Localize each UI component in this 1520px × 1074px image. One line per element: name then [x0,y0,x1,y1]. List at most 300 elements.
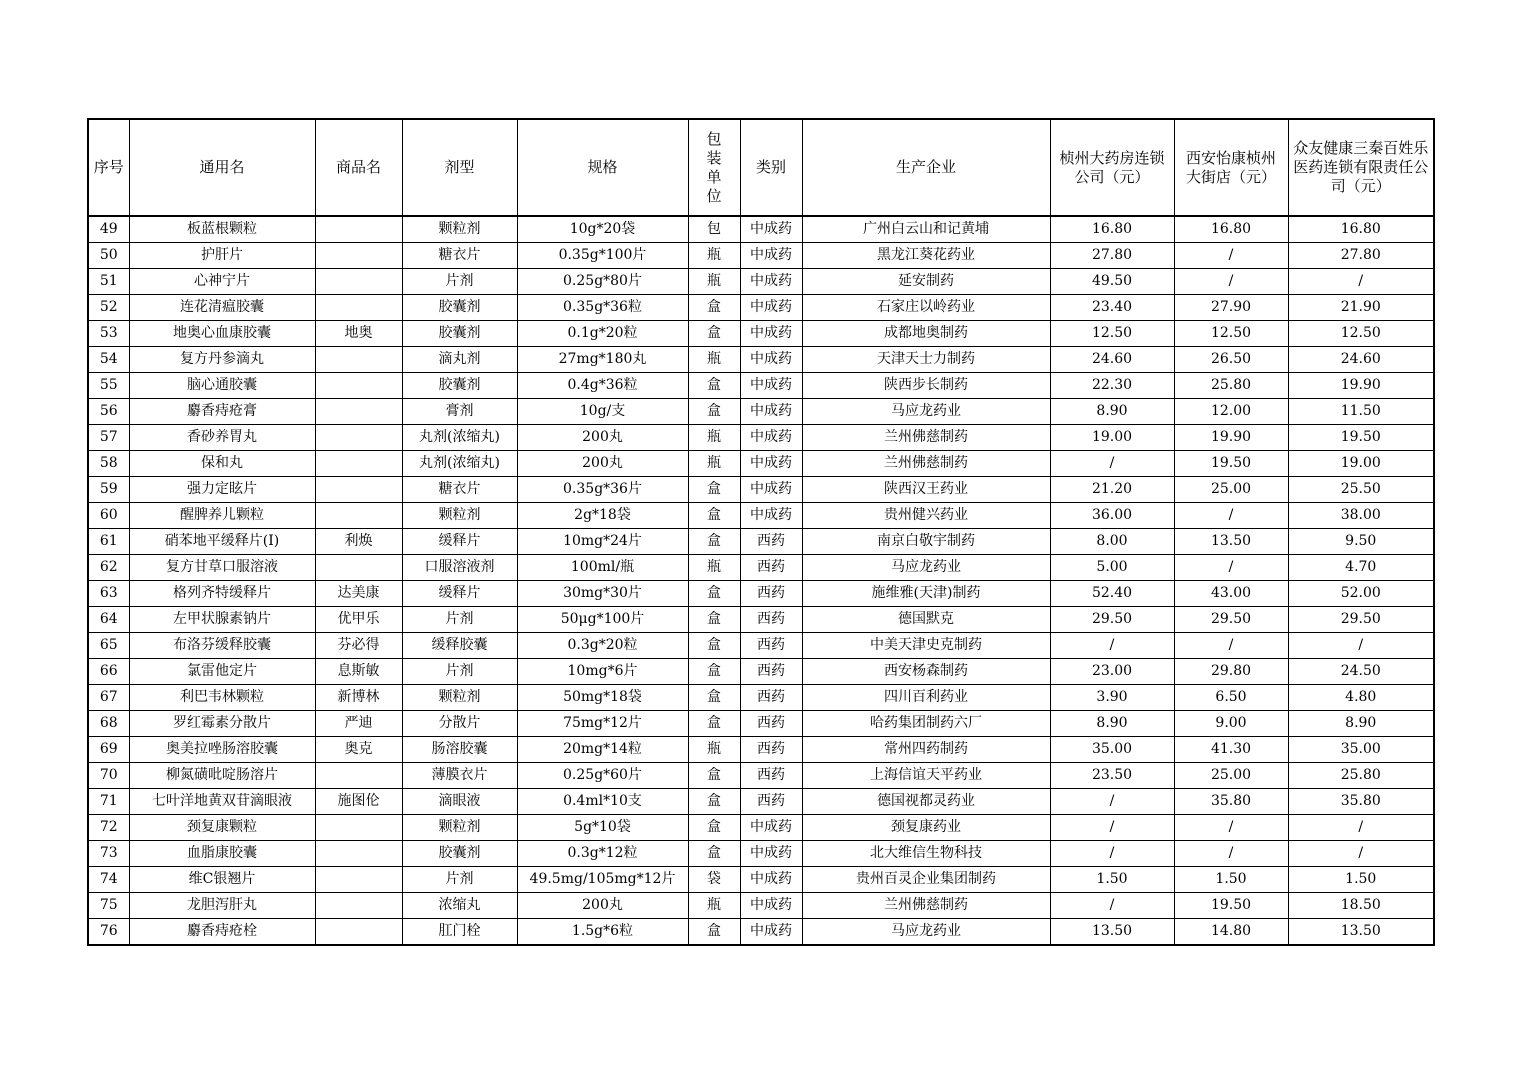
col-header-dosage-form [402,119,517,216]
cell-price-store-1: / [1050,841,1174,867]
cell-category: 中成药 [740,425,802,451]
cell-brand-name [315,216,402,243]
cell-price-store-1: 49.50 [1050,269,1174,295]
cell-generic-name: 强力定眩片 [129,477,315,503]
col-header-dosage-form-label: 剂型 [444,158,475,176]
cell-dosage-form: 片剂 [402,867,517,893]
cell-dosage-form: 缓释片 [402,529,517,555]
cell-index: 67 [88,685,129,711]
cell-index: 61 [88,529,129,555]
cell-category: 中成药 [740,216,802,243]
col-header-price-store-3 [1288,119,1434,216]
cell-price-store-2: 19.50 [1174,893,1288,919]
cell-brand-name [315,841,402,867]
cell-package-unit: 盒 [688,919,740,946]
cell-category: 西药 [740,581,802,607]
cell-price-store-3: 21.90 [1288,295,1434,321]
cell-category: 中成药 [740,269,802,295]
cell-package-unit: 包 [688,216,740,243]
table-row [88,685,1434,711]
cell-price-store-3: 4.80 [1288,685,1434,711]
cell-generic-name: 连花清瘟胶囊 [129,295,315,321]
cell-price-store-1: 21.20 [1050,477,1174,503]
table-row [88,529,1434,555]
cell-price-store-2: / [1174,841,1288,867]
cell-generic-name: 复方甘草口服溶液 [129,555,315,581]
cell-price-store-2: 12.50 [1174,321,1288,347]
cell-category: 西药 [740,763,802,789]
cell-brand-name [315,477,402,503]
cell-specification: 0.1g*20粒 [517,321,688,347]
cell-dosage-form: 胶囊剂 [402,841,517,867]
cell-price-store-3: 11.50 [1288,399,1434,425]
cell-dosage-form: 肛门栓 [402,919,517,946]
cell-price-store-3: 19.00 [1288,451,1434,477]
cell-brand-name [315,867,402,893]
cell-price-store-3: / [1288,633,1434,659]
col-header-price-store-2 [1174,119,1288,216]
table-row [88,919,1434,946]
cell-price-store-1: 22.30 [1050,373,1174,399]
col-header-price-store-1 [1050,119,1174,216]
cell-generic-name: 利巴韦林颗粒 [129,685,315,711]
cell-specification: 20mg*14粒 [517,737,688,763]
cell-package-unit: 瓶 [688,893,740,919]
cell-category: 西药 [740,685,802,711]
table-row [88,399,1434,425]
cell-index: 54 [88,347,129,373]
cell-price-store-1: 16.80 [1050,216,1174,243]
col-header-brand-name-label: 商品名 [335,158,381,176]
cell-dosage-form: 口服溶液剂 [402,555,517,581]
cell-manufacturer: 南京白敬宇制药 [802,529,1050,555]
cell-price-store-1: 23.50 [1050,763,1174,789]
table-row [88,373,1434,399]
cell-dosage-form: 滴丸剂 [402,347,517,373]
cell-dosage-form: 胶囊剂 [402,321,517,347]
cell-price-store-3: 35.00 [1288,737,1434,763]
cell-dosage-form: 缓释胶囊 [402,633,517,659]
cell-index: 63 [88,581,129,607]
cell-generic-name: 左甲状腺素钠片 [129,607,315,633]
cell-specification: 5g*10袋 [517,815,688,841]
col-header-package-unit-label: 包装单位 [706,129,722,205]
col-header-specification-label: 规格 [587,158,618,176]
cell-category: 西药 [740,607,802,633]
cell-category: 中成药 [740,373,802,399]
cell-category: 西药 [740,659,802,685]
cell-category: 西药 [740,633,802,659]
cell-price-store-3: 1.50 [1288,867,1434,893]
cell-dosage-form: 胶囊剂 [402,295,517,321]
cell-manufacturer: 西安杨森制药 [802,659,1050,685]
cell-package-unit: 瓶 [688,451,740,477]
cell-price-store-1: 8.90 [1050,399,1174,425]
cell-generic-name: 醒脾养儿颗粒 [129,503,315,529]
col-header-brand-name [315,119,402,216]
cell-generic-name: 格列齐特缓释片 [129,581,315,607]
cell-dosage-form: 胶囊剂 [402,373,517,399]
cell-price-store-2: 6.50 [1174,685,1288,711]
cell-category: 中成药 [740,399,802,425]
cell-specification: 100ml/瓶 [517,555,688,581]
cell-package-unit: 盒 [688,321,740,347]
cell-brand-name: 达美康 [315,581,402,607]
cell-price-store-3: 27.80 [1288,243,1434,269]
cell-generic-name: 颈复康颗粒 [129,815,315,841]
cell-price-store-2: 26.50 [1174,347,1288,373]
cell-price-store-2: / [1174,269,1288,295]
cell-price-store-1: / [1050,633,1174,659]
cell-package-unit: 袋 [688,867,740,893]
cell-specification: 0.4g*36粒 [517,373,688,399]
cell-brand-name: 严迪 [315,711,402,737]
cell-package-unit: 盒 [688,529,740,555]
cell-brand-name [315,269,402,295]
cell-price-store-3: 18.50 [1288,893,1434,919]
cell-package-unit: 瓶 [688,347,740,373]
cell-price-store-2: 14.80 [1174,919,1288,946]
cell-price-store-1: 29.50 [1050,607,1174,633]
cell-generic-name: 硝苯地平缓释片(Ⅰ) [129,529,315,555]
cell-generic-name: 麝香痔疮栓 [129,919,315,946]
cell-price-store-3: / [1288,841,1434,867]
cell-brand-name [315,399,402,425]
col-header-price-store-2-label: 西安怡康桢州大街店（元） [1185,148,1276,186]
cell-index: 49 [88,216,129,243]
cell-dosage-form: 颗粒剂 [402,815,517,841]
cell-package-unit: 盒 [688,685,740,711]
cell-specification: 10mg*6片 [517,659,688,685]
cell-specification: 0.35g*100片 [517,243,688,269]
cell-category: 中成药 [740,321,802,347]
cell-specification: 0.35g*36片 [517,477,688,503]
cell-generic-name: 香砂养胃丸 [129,425,315,451]
table-row [88,789,1434,815]
cell-price-store-1: 27.80 [1050,243,1174,269]
table-row [88,815,1434,841]
cell-package-unit: 盒 [688,763,740,789]
cell-generic-name: 奥美拉唑肠溶胶囊 [129,737,315,763]
cell-manufacturer: 颈复康药业 [802,815,1050,841]
cell-generic-name: 脑心通胶囊 [129,373,315,399]
cell-specification: 0.4ml*10支 [517,789,688,815]
cell-index: 50 [88,243,129,269]
cell-category: 中成药 [740,451,802,477]
cell-dosage-form: 滴眼液 [402,789,517,815]
cell-dosage-form: 肠溶胶囊 [402,737,517,763]
cell-category: 中成药 [740,243,802,269]
cell-specification: 200丸 [517,893,688,919]
cell-brand-name: 芬必得 [315,633,402,659]
cell-dosage-form: 糖衣片 [402,477,517,503]
cell-index: 75 [88,893,129,919]
cell-dosage-form: 颗粒剂 [402,685,517,711]
cell-category: 中成药 [740,815,802,841]
cell-generic-name: 地奥心血康胶囊 [129,321,315,347]
col-header-generic-name-label: 通用名 [199,158,245,176]
cell-manufacturer: 延安制药 [802,269,1050,295]
cell-price-store-2: 1.50 [1174,867,1288,893]
cell-price-store-2: / [1174,503,1288,529]
cell-price-store-2: / [1174,243,1288,269]
cell-price-store-1: / [1050,893,1174,919]
cell-dosage-form: 片剂 [402,607,517,633]
cell-price-store-1: 23.00 [1050,659,1174,685]
cell-index: 74 [88,867,129,893]
cell-price-store-3: 16.80 [1288,216,1434,243]
cell-index: 66 [88,659,129,685]
cell-brand-name [315,919,402,946]
cell-price-store-3: 13.50 [1288,919,1434,946]
cell-price-store-1: / [1050,815,1174,841]
cell-generic-name: 柳氮磺吡啶肠溶片 [129,763,315,789]
cell-package-unit: 盒 [688,503,740,529]
table-row [88,711,1434,737]
cell-package-unit: 盒 [688,633,740,659]
cell-price-store-3: 19.50 [1288,425,1434,451]
table-row [88,216,1434,243]
cell-brand-name: 施图伦 [315,789,402,815]
cell-price-store-2: / [1174,633,1288,659]
cell-price-store-1: 8.90 [1050,711,1174,737]
cell-manufacturer: 兰州佛慈制药 [802,451,1050,477]
cell-price-store-2: 19.90 [1174,425,1288,451]
cell-price-store-2: / [1174,555,1288,581]
cell-manufacturer: 陕西步长制药 [802,373,1050,399]
cell-brand-name [315,815,402,841]
table-row [88,555,1434,581]
cell-brand-name [315,555,402,581]
cell-price-store-2: 25.00 [1174,763,1288,789]
cell-manufacturer: 兰州佛慈制药 [802,425,1050,451]
table-row [88,321,1434,347]
cell-brand-name [315,347,402,373]
cell-dosage-form: 分散片 [402,711,517,737]
cell-price-store-3: 25.50 [1288,477,1434,503]
cell-price-store-2: 29.50 [1174,607,1288,633]
cell-price-store-1: 24.60 [1050,347,1174,373]
cell-price-store-1: 35.00 [1050,737,1174,763]
cell-specification: 0.25g*60片 [517,763,688,789]
cell-generic-name: 血脂康胶囊 [129,841,315,867]
cell-price-store-2: 13.50 [1174,529,1288,555]
cell-specification: 10g*20袋 [517,216,688,243]
cell-price-store-1: 3.90 [1050,685,1174,711]
cell-specification: 200丸 [517,425,688,451]
cell-category: 中成药 [740,295,802,321]
cell-generic-name: 氯雷他定片 [129,659,315,685]
col-header-price-store-3-label: 众友健康三秦百姓乐医药连锁有限责任公司（元） [1293,139,1429,195]
drug-price-table [87,118,1435,946]
cell-manufacturer: 贵州百灵企业集团制药 [802,867,1050,893]
cell-package-unit: 盒 [688,295,740,321]
cell-price-store-2: 41.30 [1174,737,1288,763]
table-row [88,581,1434,607]
cell-index: 72 [88,815,129,841]
cell-manufacturer: 中美天津史克制药 [802,633,1050,659]
cell-index: 62 [88,555,129,581]
cell-price-store-1: 1.50 [1050,867,1174,893]
cell-specification: 10g/支 [517,399,688,425]
cell-price-store-1: 23.40 [1050,295,1174,321]
cell-specification: 27mg*180丸 [517,347,688,373]
cell-brand-name [315,893,402,919]
cell-category: 西药 [740,737,802,763]
cell-price-store-1: / [1050,789,1174,815]
cell-brand-name: 利焕 [315,529,402,555]
cell-package-unit: 盒 [688,659,740,685]
table-row [88,893,1434,919]
cell-price-store-3: / [1288,269,1434,295]
cell-specification: 0.25g*80片 [517,269,688,295]
cell-package-unit: 瓶 [688,737,740,763]
col-header-generic-name [129,119,315,216]
cell-dosage-form: 片剂 [402,269,517,295]
cell-package-unit: 瓶 [688,555,740,581]
cell-price-store-1: 8.00 [1050,529,1174,555]
cell-dosage-form: 丸剂(浓缩丸) [402,451,517,477]
cell-brand-name [315,503,402,529]
cell-specification: 50mg*18袋 [517,685,688,711]
cell-generic-name: 龙胆泻肝丸 [129,893,315,919]
cell-price-store-2: 9.00 [1174,711,1288,737]
table-row [88,295,1434,321]
cell-dosage-form: 膏剂 [402,399,517,425]
cell-specification: 200丸 [517,451,688,477]
table-row [88,763,1434,789]
cell-category: 西药 [740,529,802,555]
col-header-price-store-1-label: 桢州大药房连锁公司（元） [1059,148,1165,186]
cell-generic-name: 七叶洋地黄双苷滴眼液 [129,789,315,815]
table-row [88,477,1434,503]
cell-price-store-2: 25.80 [1174,373,1288,399]
table-row [88,347,1434,373]
col-header-index-label: 序号 [93,158,124,176]
cell-dosage-form: 缓释片 [402,581,517,607]
cell-brand-name [315,373,402,399]
cell-manufacturer: 天津天士力制药 [802,347,1050,373]
cell-manufacturer: 哈药集团制药六厂 [802,711,1050,737]
col-header-index [88,119,129,216]
cell-manufacturer: 黑龙江葵花药业 [802,243,1050,269]
table-header-row [88,119,1434,216]
table-row [88,243,1434,269]
cell-manufacturer: 德国默克 [802,607,1050,633]
cell-package-unit: 盒 [688,711,740,737]
cell-index: 56 [88,399,129,425]
cell-package-unit: 盒 [688,815,740,841]
cell-specification: 30mg*30片 [517,581,688,607]
table-body [88,216,1434,945]
table-row [88,607,1434,633]
cell-brand-name: 息斯敏 [315,659,402,685]
table-row [88,425,1434,451]
cell-specification: 50μg*100片 [517,607,688,633]
cell-manufacturer: 上海信谊天平药业 [802,763,1050,789]
cell-index: 60 [88,503,129,529]
cell-dosage-form: 糖衣片 [402,243,517,269]
cell-price-store-3: 24.50 [1288,659,1434,685]
cell-dosage-form: 颗粒剂 [402,503,517,529]
cell-package-unit: 盒 [688,841,740,867]
cell-index: 76 [88,919,129,946]
col-header-specification [517,119,688,216]
cell-index: 52 [88,295,129,321]
cell-specification: 0.35g*36粒 [517,295,688,321]
cell-price-store-3: 24.60 [1288,347,1434,373]
cell-package-unit: 瓶 [688,269,740,295]
cell-manufacturer: 马应龙药业 [802,555,1050,581]
cell-brand-name: 优甲乐 [315,607,402,633]
cell-generic-name: 布洛芬缓释胶囊 [129,633,315,659]
cell-price-store-1: 19.00 [1050,425,1174,451]
table-row [88,737,1434,763]
cell-index: 57 [88,425,129,451]
table-row [88,841,1434,867]
table-row [88,451,1434,477]
cell-manufacturer: 德国视都灵药业 [802,789,1050,815]
cell-price-store-2: 43.00 [1174,581,1288,607]
cell-package-unit: 瓶 [688,425,740,451]
table-row [88,867,1434,893]
cell-manufacturer: 马应龙药业 [802,399,1050,425]
col-header-manufacturer [802,119,1050,216]
cell-generic-name: 护肝片 [129,243,315,269]
cell-package-unit: 盒 [688,399,740,425]
cell-price-store-3: 52.00 [1288,581,1434,607]
cell-index: 73 [88,841,129,867]
cell-brand-name [315,243,402,269]
cell-index: 69 [88,737,129,763]
cell-index: 65 [88,633,129,659]
cell-price-store-1: 52.40 [1050,581,1174,607]
cell-price-store-2: 27.90 [1174,295,1288,321]
cell-specification: 2g*18袋 [517,503,688,529]
cell-manufacturer: 广州白云山和记黄埔 [802,216,1050,243]
col-header-package-unit [688,119,740,216]
cell-brand-name [315,425,402,451]
cell-index: 53 [88,321,129,347]
cell-manufacturer: 马应龙药业 [802,919,1050,946]
cell-dosage-form: 薄膜衣片 [402,763,517,789]
cell-brand-name [315,763,402,789]
cell-dosage-form: 浓缩丸 [402,893,517,919]
cell-dosage-form: 丸剂(浓缩丸) [402,425,517,451]
cell-specification: 0.3g*12粒 [517,841,688,867]
cell-manufacturer: 兰州佛慈制药 [802,893,1050,919]
cell-category: 中成药 [740,841,802,867]
cell-price-store-1: 36.00 [1050,503,1174,529]
cell-category: 中成药 [740,919,802,946]
cell-category: 中成药 [740,867,802,893]
cell-package-unit: 盒 [688,789,740,815]
cell-index: 64 [88,607,129,633]
cell-price-store-2: 16.80 [1174,216,1288,243]
cell-price-store-3: 29.50 [1288,607,1434,633]
cell-price-store-3: 25.80 [1288,763,1434,789]
cell-package-unit: 盒 [688,607,740,633]
table-row [88,633,1434,659]
cell-price-store-3: 19.90 [1288,373,1434,399]
cell-generic-name: 板蓝根颗粒 [129,216,315,243]
cell-manufacturer: 贵州健兴药业 [802,503,1050,529]
cell-package-unit: 盒 [688,477,740,503]
cell-manufacturer: 石家庄以岭药业 [802,295,1050,321]
cell-brand-name [315,295,402,321]
cell-package-unit: 盒 [688,373,740,399]
cell-price-store-2: 12.00 [1174,399,1288,425]
